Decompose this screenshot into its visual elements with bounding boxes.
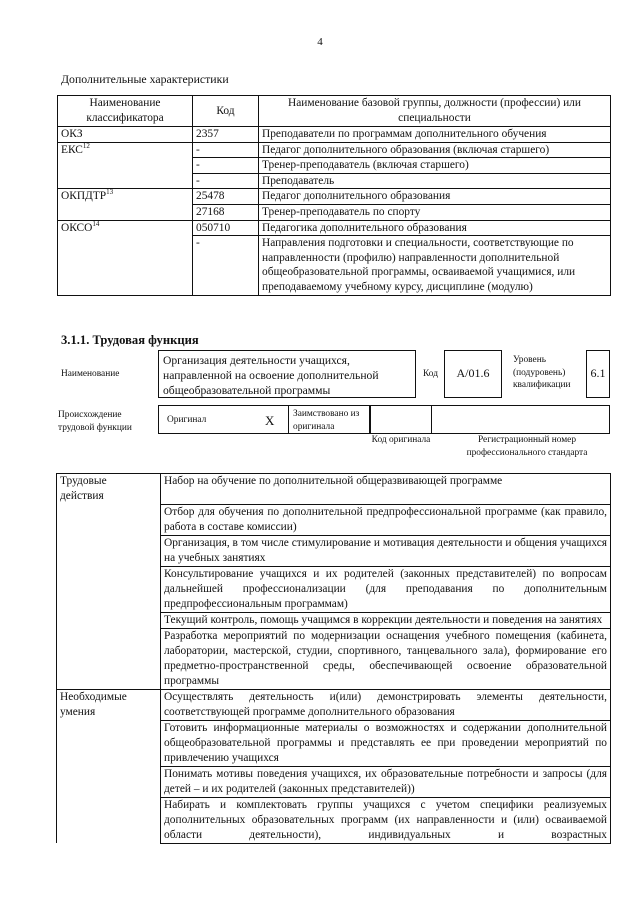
table-row	[58, 142, 611, 158]
label-cell-continued	[57, 612, 161, 628]
table-row	[57, 504, 611, 535]
table-row	[57, 766, 611, 797]
footnote-ref: 14	[92, 219, 100, 228]
function-code-box: А/01.6	[444, 350, 502, 398]
original-label: Оригинал	[167, 415, 207, 425]
table-row	[58, 127, 611, 143]
name-cell: Педагог дополнительного образования (включая старшего)	[259, 142, 611, 158]
borrowed-box	[288, 405, 370, 434]
work-table	[56, 473, 611, 844]
skill-cell: Набирать и комплектовать группы учащихся с учетом специфики реализуемых дополнительных образовательных программ (их направленности и (или) осваиваемой области деятельности), индивидуальных и возрастных	[161, 797, 611, 843]
footnote-ref: 13	[106, 188, 114, 197]
name-label: Наименование	[61, 369, 120, 379]
name-cell: Преподаватели по программам дополнительного обучения	[259, 127, 611, 143]
table-row	[57, 566, 611, 612]
header-classifier: Наименование классификатора	[58, 96, 193, 127]
skill-cell: Готовить информационные материалы о возможностях и содержании дополнительной общеобразовательной программы и представлять ее при проведении мероприятий по привлечению учащихся	[161, 720, 611, 766]
classifier-cell	[58, 142, 193, 158]
table-row	[58, 189, 611, 205]
code-cell: -	[193, 142, 259, 158]
classifier-cell	[58, 220, 193, 236]
action-cell: Набор на обучение по дополнительной общеразвивающей программе	[161, 474, 611, 505]
origin-label: Происхождение трудовой функции	[58, 410, 132, 433]
classifier-cell	[58, 127, 193, 143]
classifier-name: ЕКС	[61, 143, 83, 156]
table-row	[58, 220, 611, 236]
classifier-cell	[58, 189, 193, 205]
code-cell: -	[193, 236, 259, 295]
table-row	[58, 204, 611, 220]
classifier-cell	[58, 173, 193, 189]
borrowed-label: Заимствовано из оригинала	[293, 409, 360, 433]
code-cell: 2357	[193, 127, 259, 143]
table-row	[57, 797, 611, 843]
name-cell: Педагогика дополнительного образования	[259, 220, 611, 236]
original-code-caption: Код оригинала	[371, 435, 431, 445]
name-cell: Преподаватель	[259, 173, 611, 189]
name-cell: Направления подготовки и специальности, соответствующие по направленности (профилю) направленности дополнительной общеобразовательной программы, осваиваемой учащимися, или преподаваемому учебному курсу, дисциплине (модулю)	[259, 236, 611, 295]
label-cell-continued	[57, 797, 161, 843]
table-row	[57, 689, 611, 720]
code-cell: 050710	[193, 220, 259, 236]
page-number: 4	[317, 36, 323, 48]
action-cell: Консультирование учащихся и их родителей (законных представителей) по вопросам дальнейшей профессионализации (для преподавания по дополнительным предпрофессиональным программам)	[161, 566, 611, 612]
level-box: 6.1	[586, 350, 610, 398]
reg-number-caption: Регистрационный номер профессионального стандарта	[466, 435, 588, 458]
classifier-cell	[58, 204, 193, 220]
table-row	[57, 628, 611, 689]
reg-number-box	[432, 405, 610, 434]
header-name: Наименование базовой группы, должности (профессии) или специальности	[259, 96, 611, 127]
skills-label-cell	[57, 689, 161, 720]
table-row	[57, 720, 611, 766]
label-cell-continued	[57, 504, 161, 535]
code-cell: 27168	[193, 204, 259, 220]
action-cell: Текущий контроль, помощь учащимся в коррекции деятельности и поведения на занятиях	[161, 612, 611, 628]
original-code-box	[370, 405, 432, 434]
table-row	[58, 158, 611, 174]
additional-characteristics-caption: Дополнительные характеристики	[61, 72, 229, 86]
label-cell-continued	[57, 566, 161, 612]
code-cell: -	[193, 158, 259, 174]
skill-cell: Осуществлять деятельность и(или) демонстрировать элементы деятельности, соответствующей программе дополнительного образования	[161, 689, 611, 720]
original-box	[158, 405, 288, 434]
table-row	[57, 535, 611, 566]
function-name-box: Организация деятельности учащихся, направленной на освоение дополнительной общеобразовательной программы	[158, 350, 416, 398]
classifier-cell	[58, 158, 193, 174]
table-row	[57, 474, 611, 505]
label-cell-continued	[57, 535, 161, 566]
classifier-name: ОКЗ	[61, 128, 83, 140]
name-cell: Тренер-преподаватель по спорту	[259, 204, 611, 220]
section-heading: 3.1.1. Трудовая функция	[61, 333, 199, 347]
label-cell-continued	[57, 766, 161, 797]
skills-label: Необходимые умения	[60, 690, 127, 718]
action-cell: Разработка мероприятий по модернизации оснащения учебного помещения (кабинета, лаборатории, мастерской, студии, спортивного, танцевального зала), формирование его предметно-пространственной среды, обеспечивающей освоение образовательной программы	[161, 628, 611, 689]
code-label: Код	[423, 369, 438, 379]
classifier-cell	[58, 236, 193, 295]
classifier-table-header	[58, 96, 611, 127]
footnote-ref: 12	[82, 141, 90, 150]
classifier-name: ОКСО	[61, 221, 93, 234]
action-cell: Организация, в том числе стимулирование и мотивация деятельности и общения учащихся на учебных занятиях	[161, 535, 611, 566]
table-row	[57, 612, 611, 628]
name-cell: Педагог дополнительного образования	[259, 189, 611, 205]
action-cell: Отбор для обучения по дополнительной предпрофессиональной программе (как правило, работа в составе комиссии)	[161, 504, 611, 535]
table-row	[58, 173, 611, 189]
classifier-name: ОКПДТР	[61, 190, 107, 203]
level-label: Уровень (подуровень) квалификации	[513, 355, 571, 390]
classifier-table	[57, 95, 611, 296]
label-cell-continued	[57, 628, 161, 689]
header-code: Код	[193, 96, 259, 127]
name-cell: Тренер-преподаватель (включая старшего)	[259, 158, 611, 174]
table-row	[58, 236, 611, 295]
skill-cell: Понимать мотивы поведения учащихся, их образовательные потребности и запросы (для детей – и их родителей (законных представителей))	[161, 766, 611, 797]
actions-label: Трудовые действия	[60, 475, 107, 502]
actions-label-cell	[57, 474, 161, 505]
label-cell-continued	[57, 720, 161, 766]
original-mark: X	[265, 413, 275, 428]
code-cell: 25478	[193, 189, 259, 205]
code-cell: -	[193, 173, 259, 189]
